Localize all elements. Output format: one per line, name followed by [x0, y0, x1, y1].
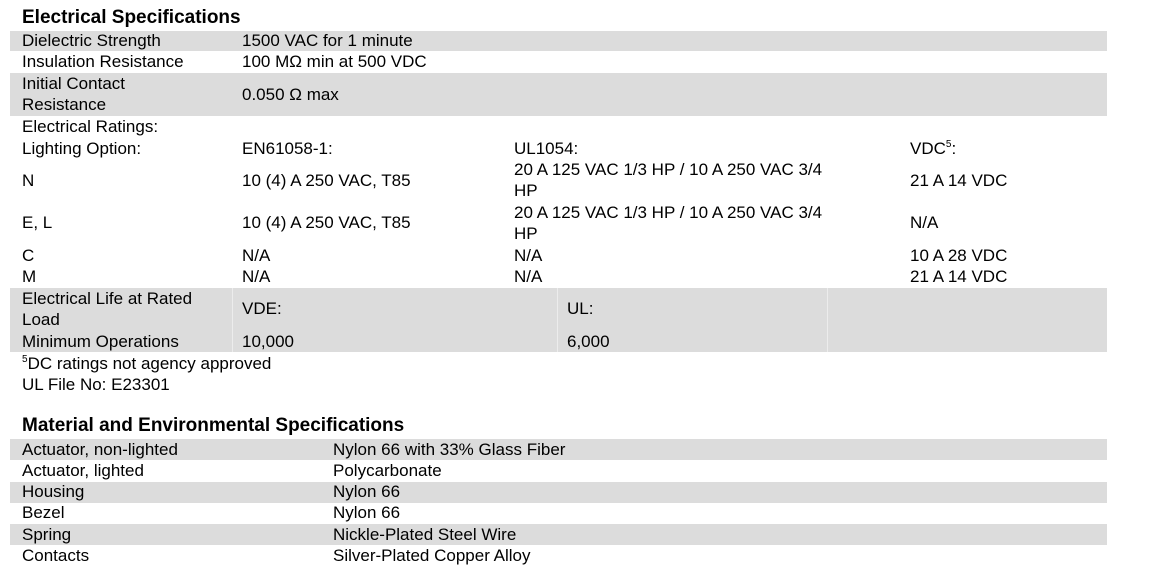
material-label: Bezel: [22, 503, 65, 522]
rating-ul: 20 A 125 VAC 1/3 HP / 10 A 250 VAC 3/4: [514, 160, 823, 179]
rating-ul: 20 A 125 VAC 1/3 HP / 10 A 250 VAC 3/4: [514, 203, 823, 222]
material-value: Polycarbonate: [333, 461, 442, 480]
rating-option: M: [22, 267, 37, 286]
material-value: Nylon 66 with 33% Glass Fiber: [333, 440, 566, 459]
min-ops-label: Minimum Operations: [22, 332, 179, 351]
ratings-label: Electrical Ratings:: [22, 117, 159, 136]
material-label: Housing: [22, 482, 85, 501]
spec-label: Insulation Resistance: [22, 52, 184, 71]
spec-label: Dielectric Strength: [22, 31, 161, 50]
material-label: Actuator, lighted: [22, 461, 144, 480]
section-heading-material: Material and Environmental Specifications: [22, 415, 405, 436]
material-label: Spring: [22, 525, 72, 544]
material-value: Nylon 66: [333, 482, 401, 501]
material-label: Contacts: [22, 546, 90, 565]
rating-vdc: 10 A 28 VDC: [910, 246, 1008, 265]
ratings-header-vdc: [910, 139, 956, 159]
material-value: Nylon 66: [333, 503, 401, 522]
rating-en: 10 (4) A 250 VAC, T85: [242, 213, 411, 232]
vdc-colon: :: [951, 139, 957, 158]
rating-en: N/A: [242, 246, 271, 265]
rating-ul: HP: [514, 181, 538, 200]
rating-vdc: 21 A 14 VDC: [910, 171, 1008, 190]
ratings-header: EN61058-1:: [242, 139, 333, 158]
rating-vdc: 21 A 14 VDC: [910, 267, 1008, 286]
spec-value: 100 MΩ min at 500 VDC: [242, 52, 427, 71]
rating-vdc: N/A: [910, 213, 939, 232]
ul-file: UL File No: E23301: [22, 375, 170, 394]
section-heading-electrical: Electrical Specifications: [22, 7, 241, 28]
life-vde-header: VDE:: [242, 299, 282, 318]
row-band: [10, 31, 1107, 51]
rating-ul: HP: [514, 224, 538, 243]
spec-label: Resistance: [22, 95, 107, 114]
ratings-header: UL1054:: [514, 139, 579, 158]
rating-ul: N/A: [514, 246, 543, 265]
material-label: Actuator, non-lighted: [22, 440, 178, 459]
rating-option: N: [22, 171, 35, 190]
footnote: [22, 354, 271, 374]
row-band: [10, 524, 1107, 545]
rating-option: E, L: [22, 213, 53, 232]
cell-divider: [232, 288, 233, 352]
life-label: Load: [22, 310, 60, 329]
rating-option: C: [22, 246, 35, 265]
spec-label: Initial Contact: [22, 74, 125, 93]
cell-divider: [557, 288, 558, 352]
row-band: [10, 73, 1107, 116]
life-ul-header: UL:: [567, 299, 594, 318]
footnote-marker: 5: [945, 139, 952, 150]
vdc-label: VDC: [910, 139, 946, 158]
min-ops-ul: 6,000: [567, 332, 610, 351]
spec-value: 1500 VAC for 1 minute: [242, 31, 413, 50]
row-band: [10, 482, 1107, 503]
material-value: Nickle-Plated Steel Wire: [333, 525, 517, 544]
rating-ul: N/A: [514, 267, 543, 286]
rating-en: 10 (4) A 250 VAC, T85: [242, 171, 411, 190]
min-ops-vde: 10,000: [242, 332, 294, 351]
footnote-marker: 5: [22, 354, 28, 365]
cell-divider: [827, 288, 828, 352]
ratings-header: Lighting Option:: [22, 139, 142, 158]
material-value: Silver-Plated Copper Alloy: [333, 546, 531, 565]
spec-value: 0.050 Ω max: [242, 85, 339, 104]
footnote-text: DC ratings not agency approved: [27, 354, 272, 373]
rating-en: N/A: [242, 267, 271, 286]
life-label: Electrical Life at Rated: [22, 289, 193, 308]
